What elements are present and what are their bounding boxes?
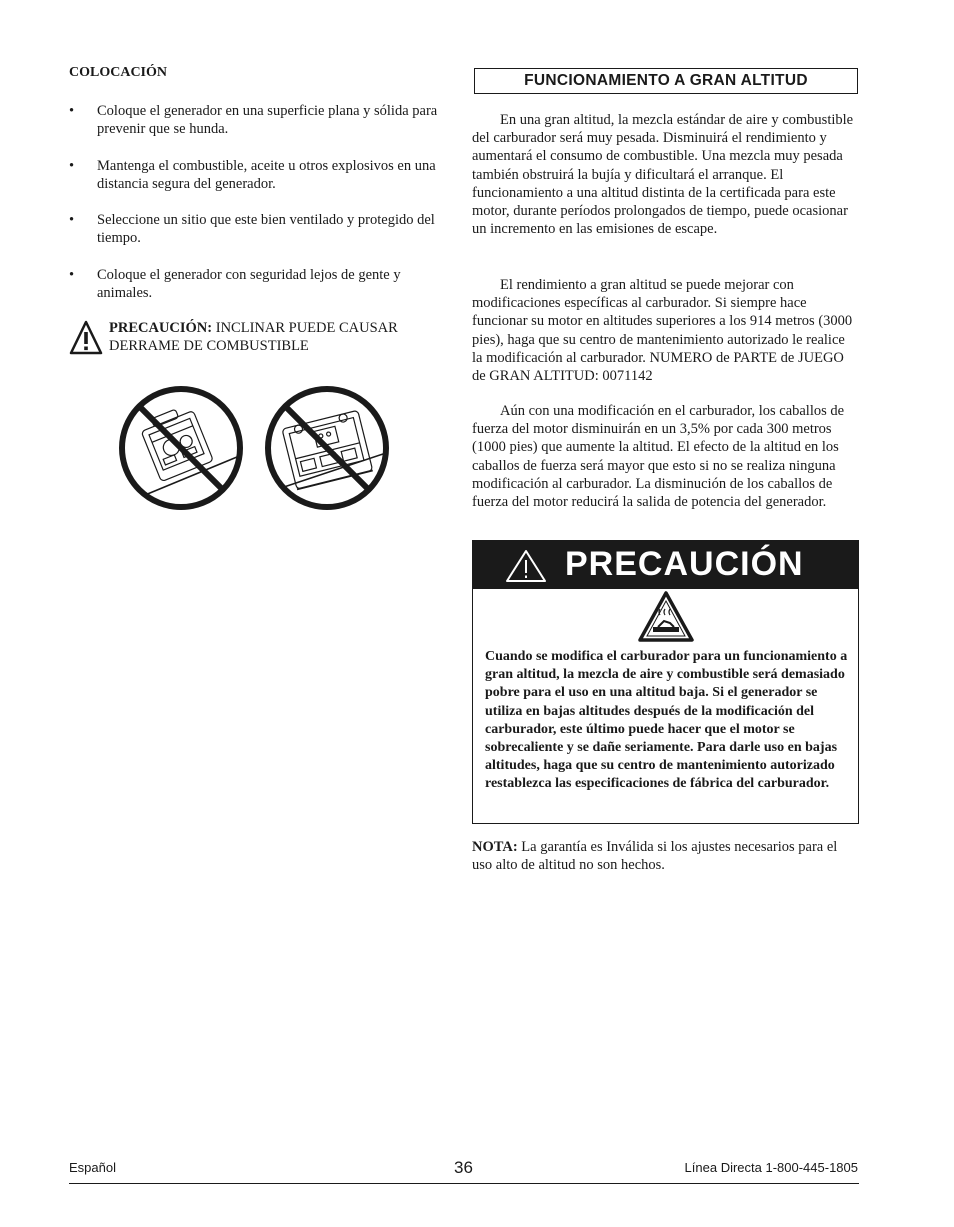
paragraph: El rendimiento a gran altitud se puede mejorar con modificaciones específicas al carburador. Si siempre hace funcionar su motor en altitudes superiores a los 914 metros (3000 pies), haga que su centro de mantenimiento autorizado le realice la modificación al carburador. NUMERO de PARTE de JUEGO de GRAN ALTITUD: 0071142 [472,277,853,385]
nota-label: NOTA: [472,839,518,855]
hot-surface-warning-icon [638,591,694,643]
list-item [69,157,459,193]
paragraph: En una gran altitud, la mezcla estándar de aire y combustible del carburador será muy pesada. Disminuirá el rendimiento y aumentará el consumo de combustible. Una mezcla muy pesada también obstruirá la bujía y dificultará el arranque. El funcionamiento a una altitud distinta de la certificada para este motor, durante períodos prolongados de tiempo, puede ocasionar un incremento en las emisiones de escape. [472,112,854,238]
warning-triangle-icon [69,320,103,356]
footer-language: Español [69,1160,116,1175]
caution-header [473,541,858,589]
list-item [69,211,459,247]
list-item-text: Coloque el generador en una superficie plana y sólida para prevenir que se hunda. [97,103,438,137]
warning-text: INCLINAR PUEDE CAUSAR DERRAME DE COMBUSTIBLE [109,320,398,354]
list-item [69,266,459,302]
no-tilt-prohibition-icon [113,380,249,516]
nota-paragraph [472,838,858,874]
section-heading-gran-altitud: FUNCIONAMIENTO A GRAN ALTITUD [474,68,858,94]
list-item-text: Mantenga el combustible, aceite u otros explosivos en una distancia segura del generador. [97,158,436,192]
list-item-text: Seleccione un sitio que este bien ventilado y protegido del tiempo. [97,212,435,246]
bullet-symbol: • [69,103,75,119]
caution-title: PRECAUCIÓN [565,545,804,583]
page-number: 36 [454,1158,473,1177]
nota-text: La garantía es Inválida si los ajustes necesarios para el uso alto de altitud no son hechos. [472,839,838,874]
section-heading-colocacion: COLOCACIÓN [69,65,168,80]
caution-text: Cuando se modifica el carburador para un funcionamiento a gran altitud, la mezcla de aire y combustible será demasiado pobre para el uso en una altitud baja. Si el generador se utiliza en bajas altitudes después de la modificación del carburador, este último puede hacer que el motor se sobrecaliente y se dañe seriamente. Para darle uso en bajas altitudes, haga que su centro de mantenimiento autorizado restablezca las especificaciones de fábrica del carburador. [485,649,848,792]
warning-triangle-icon [505,549,547,583]
paragraph: Aún con una modificación en el carburador, los caballos de fuerza del motor disminuirán en un 3,5% por cada 300 metros (1000 pies) que aumente la altitud. El efecto de la altitud en los caballos de fuerza será mayor que esto si no se realiza ninguna modificación al carburador. La disminución de los caballos de fuerza del motor reducirá la salida de potencia del generador. [472,403,845,511]
caution-box [472,540,859,824]
bullet-symbol: • [69,158,75,174]
footer-divider [69,1183,859,1184]
bullet-symbol: • [69,212,75,228]
no-tilt-prohibition-icon [259,380,395,516]
footer-hotline: Línea Directa 1-800-445-1805 [684,1160,858,1175]
bullet-symbol: • [69,267,75,283]
list-item [69,102,459,138]
list-item-text: Coloque el generador con seguridad lejos de gente y animales. [97,267,401,301]
warning-label: PRECAUCIÓN: [109,320,213,336]
